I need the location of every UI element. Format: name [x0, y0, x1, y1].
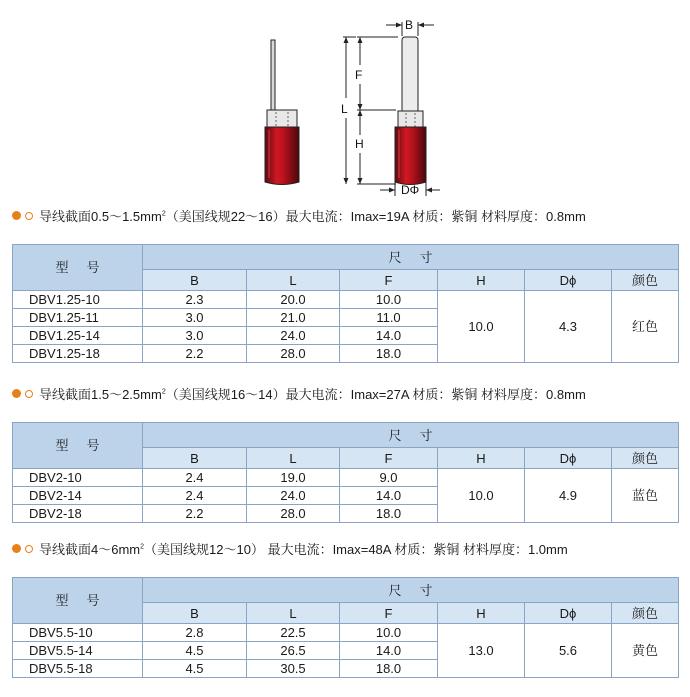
header-size: 尺寸 — [143, 578, 679, 603]
terminal-drawing — [0, 0, 690, 200]
header-model: 型号 — [13, 245, 143, 291]
header-color: 颜色 — [612, 603, 679, 624]
header-B: B — [143, 448, 247, 469]
spec-table-2 — [12, 422, 679, 523]
label-B: B — [405, 18, 414, 32]
section-2-heading: 导线截面$1.5\sim 2.5mm^2$（美国线规16～14）最大电流：Imax=27A 材质：紫铜 材料厚度：0.8mm — [12, 384, 586, 403]
header-L: L — [247, 270, 340, 291]
label-D: DΦ — [401, 183, 420, 197]
filled-circle-icon — [12, 544, 21, 553]
header-F: F — [340, 603, 438, 624]
value-D: 4.9 — [525, 469, 612, 523]
header-D: Dϕ — [525, 270, 612, 291]
label-H: H — [355, 137, 364, 151]
label-L: L — [341, 102, 348, 116]
value-D: 5.6 — [525, 624, 612, 678]
header-model: 型号 — [13, 578, 143, 624]
table-row: DBV5.5-10 2.8 22.5 10.0 13.0 5.6 黄色 — [13, 624, 679, 642]
header-H: H — [438, 448, 525, 469]
section-3-heading: 导线截面$4\sim 6mm^2$（美国线规12～10） 最大电流：Imax=48A 材质：紫铜 材料厚度：1.0mm — [12, 539, 568, 558]
header-D: Dϕ — [525, 603, 612, 624]
header-B: B — [143, 270, 247, 291]
header-size: 尺寸 — [143, 423, 679, 448]
front-view — [395, 37, 426, 185]
side-view — [265, 40, 299, 185]
table-row: DBV5.5-14 4.5 26.5 14.0 — [13, 642, 679, 660]
value-H: 13.0 — [438, 624, 525, 678]
header-H: H — [438, 270, 525, 291]
label-F: F — [355, 68, 363, 82]
open-circle-icon — [25, 390, 33, 398]
header-color: 颜色 — [612, 448, 679, 469]
header-H: H — [438, 603, 525, 624]
table-row: DBV2-10 2.4 19.0 9.0 10.0 4.9 蓝色 — [13, 469, 679, 487]
header-B: B — [143, 603, 247, 624]
filled-circle-icon — [12, 211, 21, 220]
filled-circle-icon — [12, 389, 21, 398]
spec-table-1 — [12, 244, 679, 363]
value-color: 蓝色 — [612, 469, 679, 523]
header-size: 尺寸 — [143, 245, 679, 270]
table-row: DBV1.25-18 2.2 28.0 18.0 — [13, 345, 679, 363]
header-L: L — [247, 448, 340, 469]
open-circle-icon — [25, 212, 33, 220]
header-model: 型号 — [13, 423, 143, 469]
value-D: 4.3 — [525, 291, 612, 363]
table-row: DBV2-14 2.4 24.0 14.0 — [13, 487, 679, 505]
section-1-heading: 导线截面$0.5\sim 1.5mm^2$（美国线规22～16）最大电流：Imax=19A 材质：紫铜 材料厚度：0.8mm — [12, 206, 586, 225]
value-color: 红色 — [612, 291, 679, 363]
table-row: DBV1.25-10 2.3 20.0 10.0 10.0 4.3 红色 — [13, 291, 679, 309]
header-D: Dϕ — [525, 448, 612, 469]
table-row: DBV5.5-18 4.5 30.5 18.0 — [13, 660, 679, 678]
table-row: DBV1.25-11 3.0 21.0 11.0 — [13, 309, 679, 327]
table-row: DBV1.25-14 3.0 24.0 14.0 — [13, 327, 679, 345]
header-L: L — [247, 603, 340, 624]
header-F: F — [340, 270, 438, 291]
value-color: 黄色 — [612, 624, 679, 678]
header-color: 颜色 — [612, 270, 679, 291]
value-H: 10.0 — [438, 291, 525, 363]
spec-table-3 — [12, 577, 679, 678]
value-H: 10.0 — [438, 469, 525, 523]
open-circle-icon — [25, 545, 33, 553]
header-F: F — [340, 448, 438, 469]
table-row: DBV2-18 2.2 28.0 18.0 — [13, 505, 679, 523]
